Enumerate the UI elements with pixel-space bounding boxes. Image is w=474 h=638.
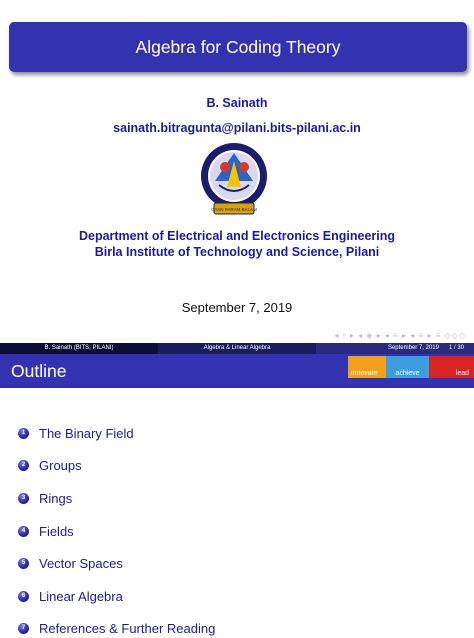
outline-item[interactable]: [18, 423, 134, 443]
outline-item-label: Vector Spaces: [39, 555, 123, 571]
footline-page-number: 1 / 30: [448, 345, 464, 351]
tag-innovate: innovate: [348, 356, 386, 378]
beamer-navigation-symbols[interactable]: ◂ ▫ ▸ ◂ ◈ ▸ ◂ ≡ ▸ ◂ ≡ ▸ ≡ ◇◇◇: [334, 331, 466, 340]
numbered-bullet-icon: 6: [18, 591, 29, 602]
outline-item[interactable]: [18, 521, 74, 541]
frame-title-bar: [0, 354, 474, 388]
numbered-bullet-icon: 2: [18, 460, 29, 471]
outline-item-label: Linear Algebra: [39, 588, 123, 604]
outline-item-label: Fields: [39, 523, 74, 539]
numbered-bullet-icon: 7: [18, 623, 29, 634]
slide-title: Algebra for Coding Theory: [135, 36, 341, 57]
outline-item[interactable]: [18, 618, 215, 638]
outline-item-label: Rings: [39, 490, 73, 506]
department-block: [0, 228, 474, 260]
author-name: B. Sainath: [206, 96, 268, 110]
outline-item-label: References & Further Reading: [39, 620, 216, 636]
tag-achieve: achieve: [386, 356, 429, 378]
tag-lead: lead: [429, 356, 474, 378]
slide-title-box: [9, 22, 467, 72]
institute-line: Birla Institute of Technology and Science, Pilani: [94, 245, 380, 259]
numbered-bullet-icon: 3: [18, 493, 29, 504]
numbered-bullet-icon: 1: [18, 428, 29, 439]
outline-item[interactable]: [18, 586, 123, 606]
footline: [0, 343, 474, 354]
footline-title: Algebra & Linear Algebra: [158, 343, 316, 354]
numbered-bullet-icon: 4: [18, 526, 29, 537]
logo-motto: GYAN PARAM BALAM: [211, 207, 257, 212]
bits-pilani-logo: [199, 141, 269, 219]
slide-date: September 7, 2019: [181, 300, 293, 315]
outline-item[interactable]: [18, 488, 72, 508]
numbered-bullet-icon: 5: [18, 558, 29, 569]
outline-item[interactable]: [18, 553, 123, 573]
outline-item-label: Groups: [39, 457, 82, 473]
author-email: sainath.bitragunta@pilani.bits-pilani.ac.in: [113, 121, 361, 135]
footline-author: B. Sainath (BITS, PILANI): [0, 343, 158, 354]
outline-item[interactable]: [18, 455, 82, 475]
footline-date-page: [316, 343, 474, 354]
outline-item-label: The Binary Field: [39, 425, 134, 441]
department-line: Department of Electrical and Electronics Engineering: [78, 229, 396, 243]
footline-date: September 7, 2019: [387, 345, 439, 351]
frame-title: Outline: [11, 361, 67, 381]
